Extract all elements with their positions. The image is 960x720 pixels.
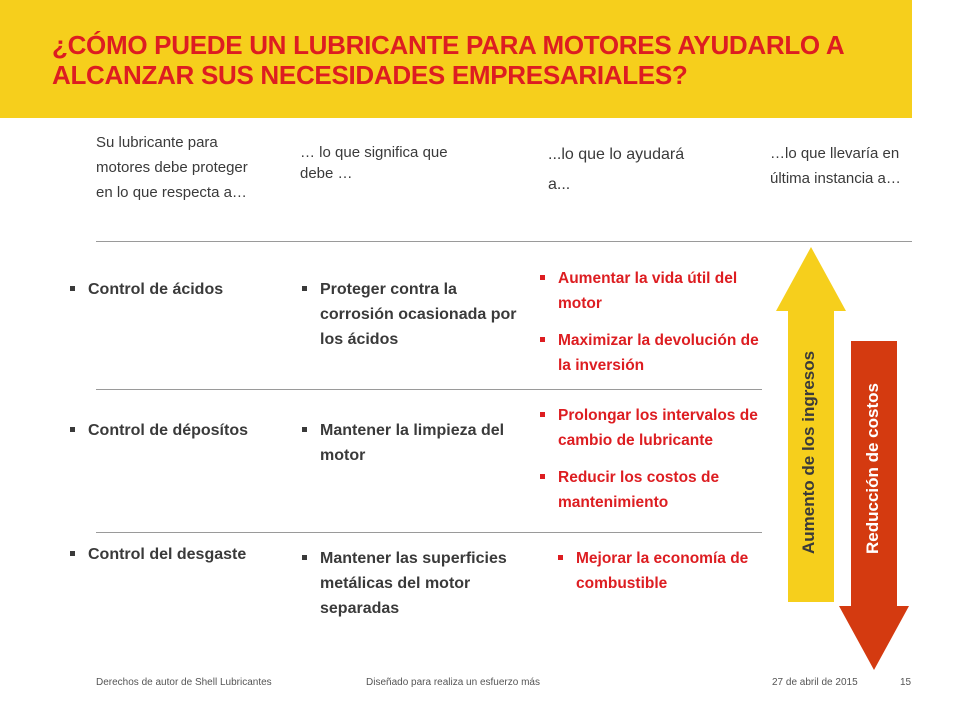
footer-tagline: Diseñado para realiza un esfuerzo más [366,677,540,688]
divider-row1 [96,389,762,390]
footer-date: 27 de abril de 2015 [772,677,858,688]
bullet-icon [302,286,307,291]
row2-meaning: Mantener la limpieza del motor [302,418,522,468]
bullet-icon [70,427,75,432]
cost-down-label: Reducción de costos [863,383,882,554]
footer-copyright: Derechos de autor de Shell Lubricantes [96,677,272,688]
divider-top [96,241,912,242]
row1-meaning: Proteger contra la corrosión ocasionada por los ácidos [302,277,522,352]
row2-control: Control de déposítos [70,418,295,443]
row3-meaning: Mantener las superficies metálicas del motor separadas [302,546,522,621]
bullet-icon [302,427,307,432]
header-protect: Su lubricante para motores debe proteger en lo que respecta a… [96,134,248,201]
page-title: ¿CÓMO PUEDE UN LUBRICANTE PARA MOTORES AYUDARLO A ALCANZAR SUS NECESIDADES EMPRESARIALES? [52,30,844,90]
revenue-up-label: Aumento de los ingresos [799,350,818,554]
row3-benefit-1: Mejorar la economía de combustible [558,546,763,596]
bullet-icon [540,275,545,280]
row2-benefit-1: Prolongar los intervalos de cambio de lubricante [540,403,765,453]
bullet-icon [70,551,75,556]
bullet-icon [540,337,545,342]
row1-benefit-2: Maximizar la devolución de la inversión [540,328,765,378]
footer-page-number: 15 [900,677,912,688]
row1-control: Control de ácidos [70,277,280,302]
row2-benefit-2: Reducir los costos de mantenimiento [540,465,765,515]
bullet-icon [302,555,307,560]
divider-row2 [96,532,762,533]
bullet-icon [540,474,545,479]
bullet-icon [540,412,545,417]
row1-benefit-1: Aumentar la vida útil del motor [540,266,765,316]
header-leads: …lo que llevaría en última instancia a… [770,145,901,187]
bullet-icon [558,555,563,560]
bullet-icon [70,286,75,291]
header-helps: ...lo que lo ayudará a... [548,146,685,193]
header-meaning: … lo que significa que debe … [300,144,448,182]
row3-control: Control del desgaste [70,542,295,567]
